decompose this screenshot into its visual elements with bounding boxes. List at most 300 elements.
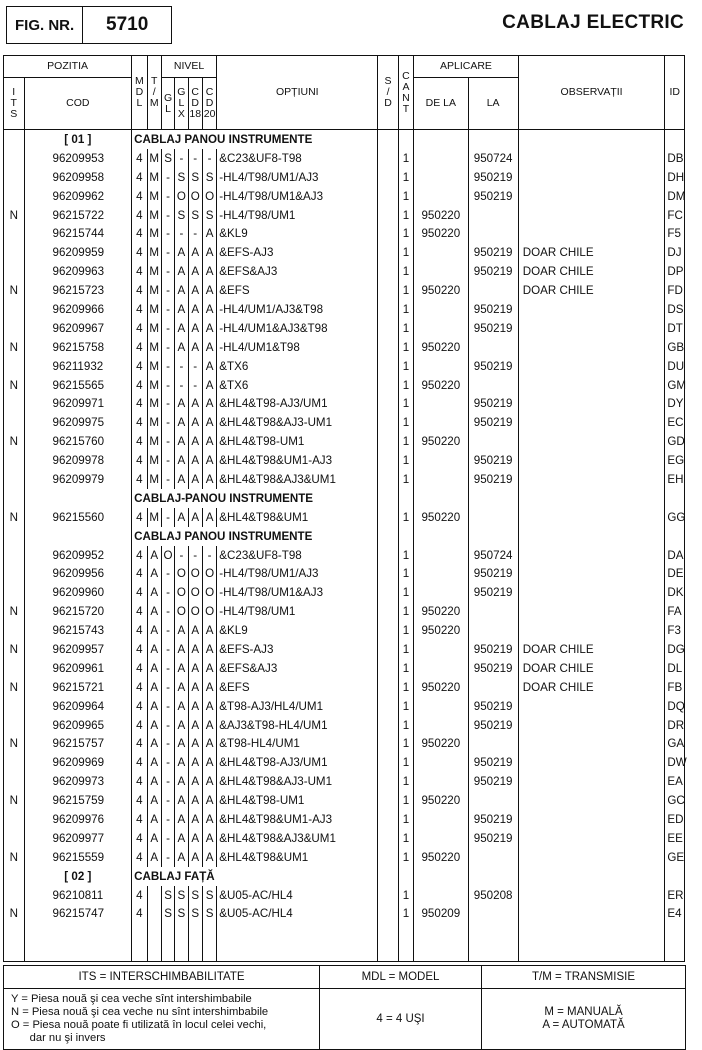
gl-cell: - [161, 716, 174, 735]
gl-cell: - [161, 187, 174, 206]
cd18-cell: A [188, 659, 202, 678]
de-la-cell: 950220 [414, 508, 468, 527]
gl-cell: - [161, 602, 174, 621]
header-la: LA [468, 78, 518, 130]
empty-cell [24, 942, 132, 961]
cd18-cell: A [188, 451, 202, 470]
empty-cell [217, 942, 378, 961]
options-cell: &HL4&T98&UM1-AJ3 [217, 451, 378, 470]
la-cell: 950219 [468, 659, 518, 678]
mdl-cell: 4 [132, 470, 147, 489]
gl-cell: - [161, 772, 174, 791]
mdl-cell: 4 [132, 753, 147, 772]
gl-cell: - [161, 470, 174, 489]
table-row [4, 394, 685, 413]
cant-cell: 1 [398, 621, 413, 640]
glx-cell: A [175, 508, 188, 527]
cant-cell: 1 [398, 300, 413, 319]
de-la-cell: 950220 [414, 206, 468, 225]
gl-cell: - [161, 735, 174, 754]
header-letter: L [178, 97, 185, 109]
gl-cell: O [161, 546, 174, 565]
empty-cell [398, 527, 413, 546]
glx-cell: A [175, 791, 188, 810]
glx-cell: A [175, 319, 188, 338]
section-title: CABLAJ PANOU INSTRUMENTE [132, 527, 378, 546]
code-cell: 96215565 [24, 376, 132, 395]
de-la-cell [414, 319, 468, 338]
empty-cell [414, 923, 468, 942]
its-cell [4, 319, 25, 338]
cant-cell: 1 [398, 564, 413, 583]
table-row [4, 621, 685, 640]
section-label [24, 489, 132, 508]
sd-cell [378, 168, 399, 187]
code-cell: 96209963 [24, 262, 132, 281]
glx-cell: O [175, 583, 188, 602]
parts-table [3, 55, 685, 962]
its-cell [4, 546, 25, 565]
id-cell: GG [665, 508, 685, 527]
de-la-cell [414, 300, 468, 319]
options-cell: &HL4&T98-AJ3/UM1 [217, 753, 378, 772]
la-cell [468, 791, 518, 810]
header-nivel: NIVEL [161, 56, 216, 78]
glx-cell: - [175, 546, 188, 565]
empty-cell [4, 923, 25, 942]
observatii-cell [518, 206, 665, 225]
empty-cell [378, 130, 399, 149]
id-cell: GA [665, 735, 685, 754]
observatii-cell [518, 791, 665, 810]
gl-cell: - [161, 206, 174, 225]
header-mdl [132, 56, 147, 130]
its-cell [4, 413, 25, 432]
sd-cell [378, 678, 399, 697]
de-la-cell [414, 640, 468, 659]
empty-cell [378, 923, 399, 942]
la-cell [468, 678, 518, 697]
header-gl [161, 78, 174, 130]
cd20-cell: S [202, 168, 216, 187]
sd-cell [378, 810, 399, 829]
id-cell: EH [665, 470, 685, 489]
la-cell: 950219 [468, 810, 518, 829]
sd-cell [378, 338, 399, 357]
sd-cell [378, 394, 399, 413]
gl-cell: - [161, 357, 174, 376]
de-la-cell: 950220 [414, 432, 468, 451]
table-row [4, 187, 685, 206]
code-cell: 96209967 [24, 319, 132, 338]
observatii-cell [518, 583, 665, 602]
options-cell: &T98-HL4/UM1 [217, 735, 378, 754]
glx-cell: A [175, 394, 188, 413]
empty-cell [518, 867, 665, 886]
options-cell: -HL4/T98/UM1/AJ3 [217, 564, 378, 583]
empty-cell [202, 923, 216, 942]
empty-cell [665, 489, 685, 508]
empty-cell [665, 923, 685, 942]
cd20-cell: O [202, 187, 216, 206]
header-letter: G [177, 86, 186, 98]
empty-cell [378, 489, 399, 508]
de-la-cell [414, 886, 468, 905]
observatii-cell [518, 187, 665, 206]
sd-cell [378, 149, 399, 168]
la-cell [468, 602, 518, 621]
header-letter: S [384, 75, 392, 87]
observatii-cell [518, 810, 665, 829]
empty-cell [398, 867, 413, 886]
sd-cell [378, 413, 399, 432]
gl-cell: - [161, 394, 174, 413]
observatii-cell [518, 508, 665, 527]
observatii-cell [518, 149, 665, 168]
cd18-cell: A [188, 319, 202, 338]
mdl-cell: 4 [132, 886, 147, 905]
tm-cell: A [147, 772, 161, 791]
observatii-cell [518, 451, 665, 470]
empty-cell [414, 130, 468, 149]
tm-cell: M [147, 357, 161, 376]
its-cell [4, 659, 25, 678]
table-row [4, 338, 685, 357]
empty-cell [378, 867, 399, 886]
its-cell [4, 867, 25, 886]
cd18-cell: S [188, 168, 202, 187]
table-row [4, 451, 685, 470]
la-cell [468, 338, 518, 357]
table-row [4, 206, 685, 225]
cd20-cell: A [202, 451, 216, 470]
tm-cell: A [147, 791, 161, 810]
id-cell: DG [665, 640, 685, 659]
glx-cell: O [175, 187, 188, 206]
observatii-cell [518, 224, 665, 243]
gl-cell: - [161, 508, 174, 527]
its-cell [4, 810, 25, 829]
gl-cell: - [161, 829, 174, 848]
table-row [4, 810, 685, 829]
code-cell: 96215560 [24, 508, 132, 527]
empty-cell [161, 942, 174, 961]
header-letter: M [149, 97, 159, 109]
cant-cell: 1 [398, 716, 413, 735]
its-cell: N [4, 206, 25, 225]
code-cell: 96215747 [24, 905, 132, 924]
header-cd18 [188, 78, 202, 130]
tm-cell: A [147, 716, 161, 735]
observatii-cell [518, 621, 665, 640]
cd18-cell: A [188, 640, 202, 659]
glx-cell: A [175, 262, 188, 281]
empty-cell [414, 867, 468, 886]
cd20-cell: O [202, 564, 216, 583]
options-cell: -HL4/T98/UM1&AJ3 [217, 187, 378, 206]
glx-cell: - [175, 224, 188, 243]
empty-cell [518, 489, 665, 508]
its-cell: N [4, 508, 25, 527]
la-cell: 950219 [468, 697, 518, 716]
cant-cell: 1 [398, 659, 413, 678]
cant-cell: 1 [398, 697, 413, 716]
mdl-cell: 4 [132, 659, 147, 678]
empty-cell [188, 923, 202, 942]
table-row [4, 357, 685, 376]
table-row [4, 753, 685, 772]
la-cell: 950724 [468, 149, 518, 168]
observatii-cell [518, 470, 665, 489]
la-cell: 950219 [468, 168, 518, 187]
its-cell [4, 697, 25, 716]
legend-tm-body [482, 989, 686, 1050]
mdl-cell: 4 [132, 413, 147, 432]
de-la-cell [414, 187, 468, 206]
legend-its-line: O = Piesa nouă poate fi utilizată în locul celei vechi, [11, 1019, 267, 1031]
cd20-cell: A [202, 281, 216, 300]
legend-tm-line: A = AUTOMATĂ [542, 1019, 625, 1031]
observatii-cell: DOAR CHILE [518, 678, 665, 697]
table-row [4, 602, 685, 621]
options-cell: &TX6 [217, 357, 378, 376]
cd18-cell: A [188, 791, 202, 810]
empty-cell [132, 923, 147, 942]
de-la-cell [414, 451, 468, 470]
tm-cell: M [147, 413, 161, 432]
cd20-cell: A [202, 262, 216, 281]
sd-cell [378, 602, 399, 621]
sd-cell [378, 281, 399, 300]
header-letter: D [135, 86, 144, 98]
mdl-cell: 4 [132, 432, 147, 451]
table-row [4, 564, 685, 583]
mdl-cell: 4 [132, 224, 147, 243]
legend-its-body [4, 989, 320, 1050]
its-cell [4, 394, 25, 413]
glx-cell: A [175, 300, 188, 319]
options-cell: &HL4&T98&AJ3&UM1 [217, 829, 378, 848]
id-cell: EA [665, 772, 685, 791]
cant-cell: 1 [398, 413, 413, 432]
cd18-cell: S [188, 905, 202, 924]
gl-cell: - [161, 243, 174, 262]
id-cell: DR [665, 716, 685, 735]
id-cell: DQ [665, 697, 685, 716]
glx-cell: A [175, 829, 188, 848]
code-cell: 96215721 [24, 678, 132, 697]
table-row [4, 149, 685, 168]
header-letter: T [402, 102, 410, 115]
figure-label: FIG. NR. [7, 7, 83, 43]
table-row [4, 546, 685, 565]
empty-cell [665, 527, 685, 546]
mdl-cell: 4 [132, 546, 147, 565]
la-cell: 950219 [468, 753, 518, 772]
cant-cell: 1 [398, 187, 413, 206]
gl-cell: - [161, 640, 174, 659]
code-cell: 96209973 [24, 772, 132, 791]
cd20-cell: S [202, 206, 216, 225]
empty-cell [24, 923, 132, 942]
page-title: CABLAJ ELECTRIC [502, 12, 684, 33]
header-letter: D [191, 97, 200, 109]
cant-cell: 1 [398, 168, 413, 187]
cant-cell: 1 [398, 206, 413, 225]
mdl-cell: 4 [132, 357, 147, 376]
cant-cell: 1 [398, 602, 413, 621]
tm-cell: A [147, 810, 161, 829]
empty-cell [398, 130, 413, 149]
cd18-cell: A [188, 243, 202, 262]
cd18-cell: S [188, 886, 202, 905]
options-cell: &AJ3&T98-HL4/UM1 [217, 716, 378, 735]
options-cell: &HL4&T98&AJ3-UM1 [217, 772, 378, 791]
code-cell: 96215723 [24, 281, 132, 300]
cd18-cell: O [188, 564, 202, 583]
gl-cell: - [161, 262, 174, 281]
glx-cell: A [175, 735, 188, 754]
cant-cell: 1 [398, 394, 413, 413]
cant-cell: 1 [398, 848, 413, 867]
empty-cell [414, 942, 468, 961]
id-cell: DP [665, 262, 685, 281]
legend-tm-title: T/M = TRANSMISIE [482, 966, 686, 989]
table-row [4, 659, 685, 678]
la-cell: 950219 [468, 716, 518, 735]
header-cant [398, 56, 413, 130]
id-cell: FA [665, 602, 685, 621]
observatii-cell [518, 848, 665, 867]
cd20-cell: A [202, 640, 216, 659]
cant-cell: 1 [398, 470, 413, 489]
code-cell: 96215743 [24, 621, 132, 640]
cant-cell: 1 [398, 281, 413, 300]
code-cell: 96209971 [24, 394, 132, 413]
la-cell: 950219 [468, 772, 518, 791]
mdl-cell: 4 [132, 621, 147, 640]
gl-cell: S [161, 905, 174, 924]
header-de-la: DE LA [414, 78, 468, 130]
la-cell [468, 848, 518, 867]
sd-cell [378, 753, 399, 772]
empty-cell [161, 923, 174, 942]
header-letter: T [151, 75, 158, 87]
la-cell [468, 224, 518, 243]
glx-cell: A [175, 810, 188, 829]
cd20-cell: A [202, 338, 216, 357]
sd-cell [378, 451, 399, 470]
code-cell: 96209959 [24, 243, 132, 262]
cd20-cell: A [202, 829, 216, 848]
gl-cell: - [161, 413, 174, 432]
empty-cell [414, 489, 468, 508]
cd18-cell: A [188, 716, 202, 735]
its-cell [4, 451, 25, 470]
options-cell: -HL4/T98/UM1 [217, 206, 378, 225]
empty-cell [4, 942, 25, 961]
options-cell: -HL4/T98/UM1/AJ3 [217, 168, 378, 187]
mdl-cell: 4 [132, 640, 147, 659]
options-cell: &HL4&T98-UM1 [217, 432, 378, 451]
glx-cell: A [175, 451, 188, 470]
mdl-cell: 4 [132, 791, 147, 810]
table-row [4, 319, 685, 338]
cant-cell: 1 [398, 243, 413, 262]
glx-cell: A [175, 243, 188, 262]
tm-cell: A [147, 735, 161, 754]
id-cell: DE [665, 564, 685, 583]
sd-cell [378, 224, 399, 243]
options-cell: -HL4/T98/UM1 [217, 602, 378, 621]
sd-cell [378, 640, 399, 659]
tm-cell: M [147, 224, 161, 243]
options-cell: &C23&UF8-T98 [217, 149, 378, 168]
table-row [4, 735, 685, 754]
sd-cell [378, 564, 399, 583]
gl-cell: - [161, 697, 174, 716]
observatii-cell [518, 168, 665, 187]
gl-cell: - [161, 451, 174, 470]
empty-cell [398, 923, 413, 942]
its-cell [4, 527, 25, 546]
empty-cell [217, 923, 378, 942]
observatii-cell [518, 413, 665, 432]
empty-cell [518, 942, 665, 961]
id-cell: DK [665, 583, 685, 602]
code-cell: 96211932 [24, 357, 132, 376]
cant-cell: 1 [398, 905, 413, 924]
legend-mdl-value: 4 = 4 UŞI [320, 989, 482, 1050]
figure-number: 5710 [106, 14, 149, 35]
de-la-cell: 950220 [414, 281, 468, 300]
de-la-cell [414, 470, 468, 489]
its-cell [4, 168, 25, 187]
glx-cell: S [175, 905, 188, 924]
la-cell [468, 735, 518, 754]
empty-cell [468, 489, 518, 508]
mdl-cell: 4 [132, 451, 147, 470]
de-la-cell [414, 697, 468, 716]
header-letter: M [134, 75, 144, 87]
tm-cell: A [147, 659, 161, 678]
options-cell: &HL4&T98&UM1 [217, 508, 378, 527]
id-cell: GB [665, 338, 685, 357]
header-letter: 20 [203, 108, 216, 120]
table-row [4, 772, 685, 791]
tm-cell: M [147, 394, 161, 413]
header-pozitia: POZITIA [4, 56, 132, 78]
its-cell: N [4, 338, 25, 357]
its-cell: N [4, 791, 25, 810]
cd20-cell: A [202, 508, 216, 527]
la-cell: 950219 [468, 451, 518, 470]
cd20-cell: A [202, 753, 216, 772]
mdl-cell: 4 [132, 697, 147, 716]
sd-cell [378, 621, 399, 640]
table-row [4, 678, 685, 697]
header-glx [175, 78, 188, 130]
tm-cell: M [147, 243, 161, 262]
glx-cell: A [175, 432, 188, 451]
empty-cell [518, 130, 665, 149]
options-cell: &EFS&AJ3 [217, 262, 378, 281]
empty-cell [468, 942, 518, 961]
mdl-cell: 4 [132, 376, 147, 395]
options-cell: &HL4&T98-AJ3/UM1 [217, 394, 378, 413]
header-observatii: OBSERVAȚII [518, 56, 665, 130]
cant-cell: 1 [398, 772, 413, 791]
